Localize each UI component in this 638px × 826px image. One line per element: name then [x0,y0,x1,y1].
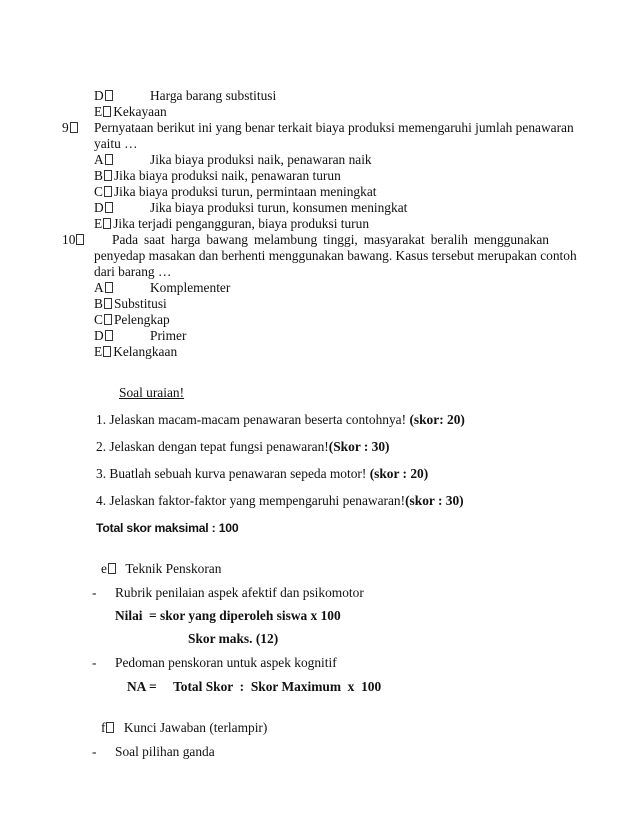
bullet-box-icon [104,186,112,197]
bullet-box-icon [104,314,112,325]
q10-stem-line2: penyedap masakan dan berhenti menggunakan bawang. Kasus tersebut merupakan contoh [94,248,577,263]
q10-number: 10 [62,232,86,248]
answer-key-heading: f Kunci Jawaban (terlampir) [101,720,268,735]
bullet-box-icon [106,722,114,733]
q10-option-c: C Pelengkap [94,312,170,327]
q8-option-e: E Kekayaan [94,104,167,119]
q10-stem-line3: dari barang … [94,264,172,279]
formula-nilai: Nilai = skor yang diperoleh siswa x 100 [115,608,341,623]
q10-option-a: A Komplementer [94,280,231,295]
bullet-box-icon [105,282,113,293]
bullet-box-icon [105,202,113,213]
bullet-box-icon [104,298,112,309]
essay-total: Total skor maksimal : 100 [96,521,239,535]
scoring-bullet-2: - Pedoman penskoran untuk aspek kognitif [92,655,337,670]
bullet-box-icon [105,330,113,341]
scoring-heading: e Teknik Penskoran [101,561,222,576]
bullet-box-icon [104,170,112,181]
scoring-bullet-1: - Rubrik penilaian aspek afektif dan psikomotor [92,585,364,600]
bullet-box-icon [103,346,111,357]
q9-option-c: C Jika biaya produksi turun, permintaan meningkat [94,184,377,199]
q8-option-d: D Harga barang substitusi [94,88,277,103]
essay-item-4: 4. Jelaskan faktor-faktor yang mempengaruhi penawaran!(skor : 30) [96,493,464,508]
q10-stem-line1: Pada saat harga bawang melambung tinggi, masyarakat beralih menggunakan [112,232,549,247]
essay-item-1: 1. Jelaskan macam-macam penawaran beserta contohnya! (skor: 20) [96,412,465,427]
q10-option-b: B Substitusi [94,296,167,311]
q10-option-e: E Kelangkaan [94,344,178,359]
q9-option-e: E Jika terjadi pengangguran, biaya produksi turun [94,216,370,231]
answer-key-bullet: - Soal pilihan ganda [92,744,215,759]
q9-stem-line2: yaitu … [94,136,138,151]
bullet-box-icon [70,122,78,133]
bullet-box-icon [103,106,111,117]
essay-item-2: 2. Jelaskan dengan tepat fungsi penawaran!(Skor : 30) [96,439,390,454]
essay-heading: Soal uraian! [119,385,185,400]
q9-number: 9 [62,120,80,136]
q9-stem-line1: Pernyataan berikut ini yang benar terkait biaya produksi memengaruhi jumlah penawaran [94,120,574,135]
bullet-box-icon [76,234,84,245]
q8-option-d-text: Harga barang substitusi [150,88,277,103]
q10-option-d: D Primer [94,328,187,343]
q9-option-d: D Jika biaya produksi turun, konsumen meningkat [94,200,408,215]
q9-option-a: A Jika biaya produksi naik, penawaran naik [94,152,372,167]
bullet-box-icon [105,154,113,165]
bullet-box-icon [105,90,113,101]
formula-nilai-denominator: Skor maks. (12) [188,631,279,646]
formula-na: NA = Total Skor : Skor Maximum x 100 [127,679,382,694]
essay-item-3: 3. Buatlah sebuah kurva penawaran sepeda motor! (skor : 20) [96,466,429,481]
bullet-box-icon [103,218,111,229]
q9-option-b: B Jika biaya produksi naik, penawaran turun [94,168,341,183]
bullet-box-icon [108,563,116,574]
